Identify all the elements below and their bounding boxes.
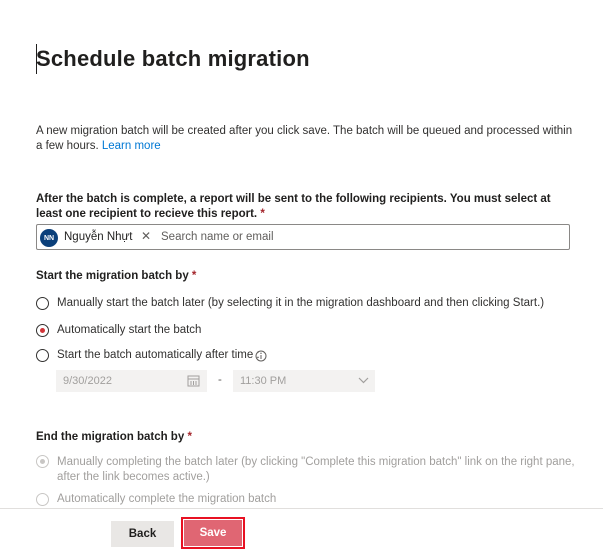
start-auto-radio[interactable] [36, 324, 49, 337]
save-button[interactable]: Save [184, 520, 242, 546]
footer-divider [0, 508, 603, 509]
recipients-label [36, 192, 576, 222]
start-time-value: 11:30 PM [240, 375, 287, 387]
recipient-search-input[interactable]: Search name or email [161, 231, 274, 243]
info-icon[interactable] [255, 350, 267, 362]
recipients-label-text: After the batch is complete, a report will be sent to the following recipients. You must select at least one recipient to recieve this report. [36, 193, 551, 220]
description-text: A new migration batch will be created after you click save. The batch will be queued and processed within a few hours. [36, 125, 573, 152]
page-description [36, 124, 576, 154]
start-date-picker[interactable] [56, 370, 207, 392]
end-manual-radio[interactable] [36, 455, 49, 468]
end-label-text: End the migration batch by [36, 431, 185, 443]
recipient-chip-name: Nguyễn Nhựt [64, 231, 133, 243]
date-time-separator: - [218, 374, 222, 386]
start-section-label [36, 270, 196, 282]
start-after-time-label[interactable]: Start the batch automatically after time : [57, 349, 260, 361]
chevron-down-icon [358, 376, 369, 384]
avatar: NN [40, 229, 58, 247]
end-section-label [36, 431, 192, 443]
start-after-time-radio[interactable] [36, 349, 49, 362]
calendar-icon[interactable] [187, 374, 200, 387]
back-button[interactable]: Back [111, 521, 174, 547]
start-manual-label[interactable]: Manually start the batch later (by selecting it in the migration dashboard and then clicking Start.) [57, 297, 545, 309]
required-mark: * [260, 208, 265, 220]
start-manual-radio[interactable] [36, 297, 49, 310]
required-mark: * [191, 270, 197, 282]
end-auto-label[interactable]: Automatically complete the migration batch [57, 493, 277, 505]
remove-recipient-icon[interactable]: ✕ [141, 229, 152, 243]
required-mark: * [187, 431, 192, 443]
end-auto-radio[interactable] [36, 493, 49, 506]
page-title: Schedule batch migration [36, 46, 310, 71]
start-label-text: Start the migration batch by [36, 270, 189, 282]
end-manual-label[interactable]: Manually completing the batch later (by clicking "Complete this migration batch" link on the right pane, after the link becomes active.) [57, 456, 575, 483]
start-date-value: 9/30/2022 [63, 375, 112, 387]
start-auto-label[interactable]: Automatically start the batch [57, 324, 202, 336]
start-time-dropdown[interactable] [233, 370, 375, 392]
learn-more-link[interactable]: Learn more [101, 140, 161, 152]
